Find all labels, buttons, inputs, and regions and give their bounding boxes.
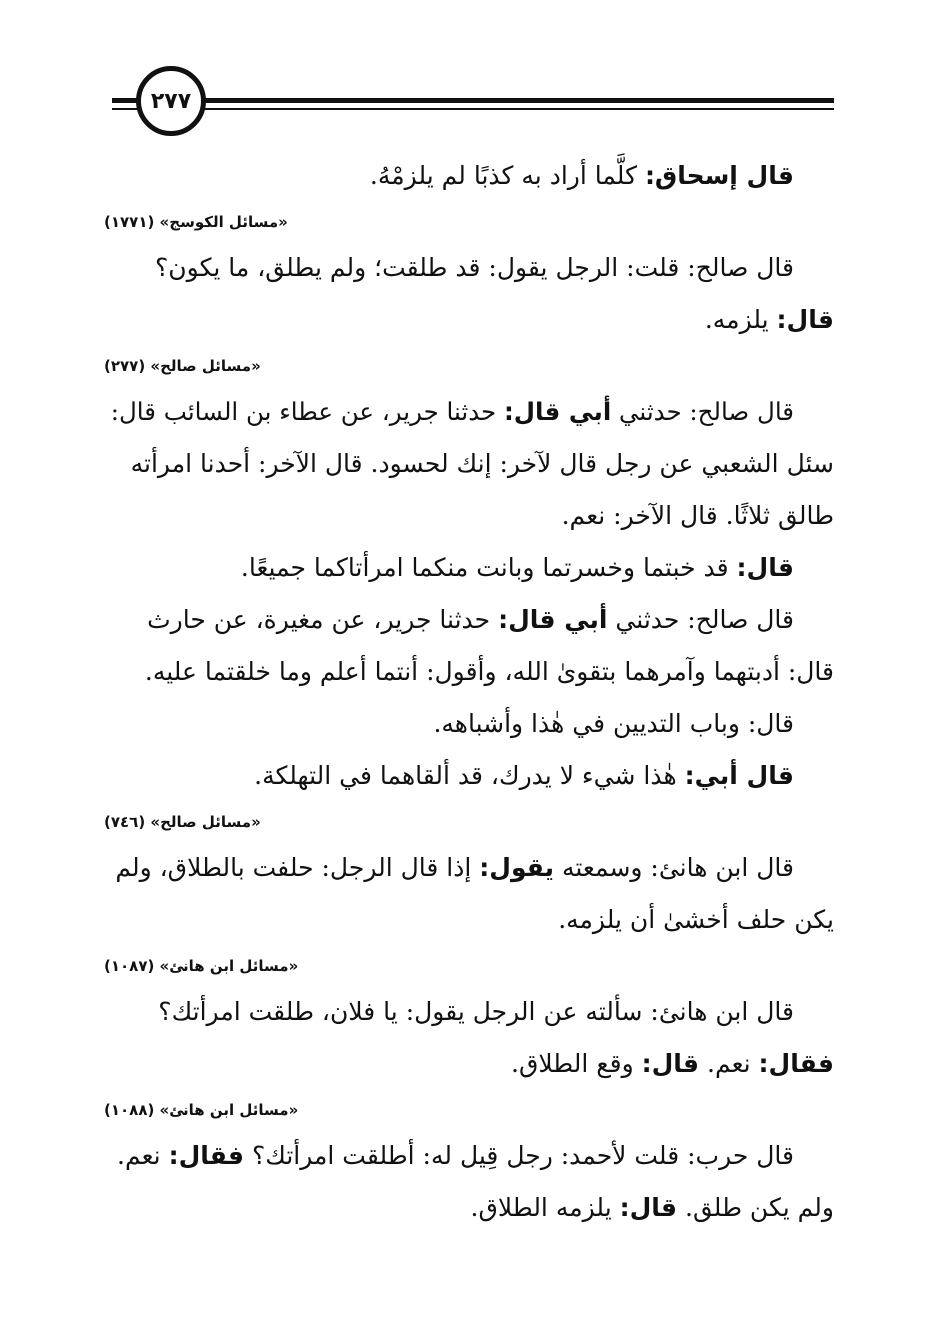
line-text: وقع الطلاق. bbox=[511, 1049, 642, 1078]
text-line bbox=[104, 646, 834, 698]
speaker-label: قال: bbox=[619, 1193, 678, 1222]
text-line bbox=[104, 242, 834, 294]
speaker-label: فقال: bbox=[168, 1141, 245, 1170]
line-text: هٰذا شيء لا يدرك، قد ألقاهما في التهلكة. bbox=[254, 761, 685, 790]
speaker-label: أبي قال: bbox=[498, 605, 608, 634]
page-number: ٢٧٧ bbox=[150, 88, 192, 114]
line-text: حدثنا جرير، عن مغيرة، عن حارث bbox=[147, 605, 499, 634]
line-text: كلَّما أراد به كذبًا لم يلزمْهُ. bbox=[369, 161, 645, 190]
line-text: سئل الشعبي عن رجل قال لآخر: إنك لحسود. قال الآخر: أحدنا امرأته bbox=[130, 449, 834, 478]
text-line bbox=[104, 150, 834, 202]
line-text: قال صالح: قلت: الرجل يقول: قد طلقت؛ ولم يطلق، ما يكون؟ bbox=[155, 253, 794, 282]
line-text: طالق ثلاثًا. قال الآخر: نعم. bbox=[561, 501, 834, 530]
speaker-label: قال: bbox=[641, 1049, 700, 1078]
text-line bbox=[104, 842, 834, 894]
line-text: نعم. bbox=[117, 1141, 169, 1170]
page-number-circle bbox=[136, 66, 206, 136]
line-text: يكن حلف أخشىٰ أن يلزمه. bbox=[558, 905, 834, 934]
speaker-label: قال: bbox=[776, 305, 834, 334]
line-text: يلزمه الطلاق. bbox=[470, 1193, 620, 1222]
source-citation: «مسائل صالح» (٧٤٦) bbox=[104, 813, 261, 831]
line-text: قال حرب: قلت لأحمد: رجل قِيل له: أطلقت امرأتك؟ bbox=[244, 1141, 794, 1170]
speaker-label: قال أبي: bbox=[684, 761, 794, 790]
text-line bbox=[104, 542, 834, 594]
text-line bbox=[104, 1038, 834, 1090]
speaker-label: قال: bbox=[736, 553, 794, 582]
speaker-label: قال إسحاق: bbox=[644, 161, 794, 190]
page-body bbox=[104, 150, 834, 1234]
text-line bbox=[104, 750, 834, 802]
text-line bbox=[104, 894, 834, 946]
speaker-label: فقال: bbox=[758, 1049, 834, 1078]
line-text: قال: وباب التديين في هٰذا وأشباهه. bbox=[433, 709, 794, 738]
source-citation: «مسائل ابن هانئ» (١٠٨٨) bbox=[104, 1101, 299, 1119]
line-text: قال ابن هانئ: وسمعته bbox=[554, 853, 794, 882]
speaker-label: أبي قال: bbox=[504, 397, 612, 426]
text-line bbox=[104, 1130, 834, 1182]
line-text: قد خبتما وخسرتما وبانت منكما امرأتاكما جميعًا. bbox=[240, 553, 737, 582]
header-rule-thick bbox=[112, 98, 834, 103]
text-line bbox=[104, 386, 834, 438]
text-line bbox=[104, 1182, 834, 1234]
text-line bbox=[104, 294, 834, 346]
line-text: قال صالح: حدثني bbox=[611, 397, 794, 426]
text-line bbox=[104, 490, 834, 542]
source-citation: «مسائل ابن هانئ» (١٠٨٧) bbox=[104, 957, 299, 975]
line-text: قال: أدبتهما وآمرهما بتقوىٰ الله، وأقول: أنتما أعلم وما خلقتما عليه. bbox=[144, 657, 834, 686]
source-citation: «مسائل الكوسج» (١٧٧١) bbox=[104, 213, 288, 231]
text-line bbox=[104, 594, 834, 646]
line-text: يلزمه. bbox=[704, 305, 777, 334]
speaker-label: يقول: bbox=[479, 853, 555, 882]
source-citation: «مسائل صالح» (٢٧٧) bbox=[104, 357, 261, 375]
line-text: قال ابن هانئ: سألته عن الرجل يقول: يا فلان، طلقت امرأتك؟ bbox=[158, 997, 794, 1026]
header-rule-thin bbox=[112, 108, 834, 110]
text-line bbox=[104, 438, 834, 490]
line-text: نعم. bbox=[699, 1049, 759, 1078]
page-header bbox=[0, 0, 944, 140]
line-text: قال صالح: حدثني bbox=[607, 605, 794, 634]
text-line bbox=[104, 698, 834, 750]
text-line bbox=[104, 986, 834, 1038]
line-text: ولم يكن طلق. bbox=[677, 1193, 834, 1222]
line-text: إذا قال الرجل: حلفت بالطلاق، ولم bbox=[115, 853, 480, 882]
line-text: حدثنا جرير، عن عطاء بن السائب قال: bbox=[110, 397, 504, 426]
